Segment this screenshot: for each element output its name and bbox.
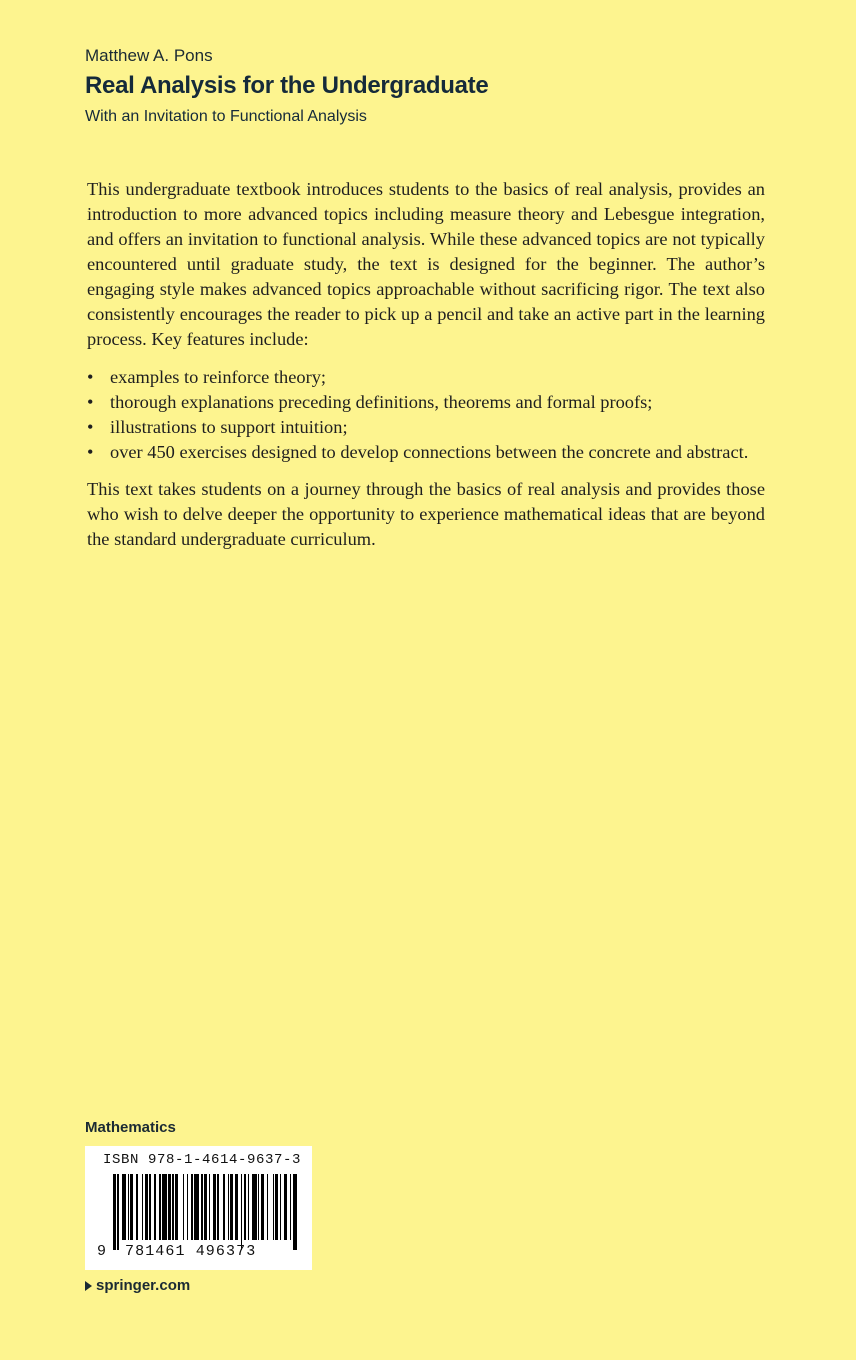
barcode-bar [168,1174,171,1240]
list-item: • examples to reinforce theory; [87,365,765,390]
barcode-bar [130,1174,133,1240]
barcode-bar [154,1174,157,1240]
barcode-bar [213,1174,216,1240]
barcode-bar [241,1174,242,1250]
barcode-bar [128,1174,129,1240]
barcode-bar [194,1174,198,1240]
barcode-bar [201,1174,202,1240]
barcode-first-digit: 9 [97,1243,107,1260]
barcode-bar [223,1174,224,1240]
barcode-bar [267,1174,268,1240]
list-item: • over 450 exercises designed to develop connections between the concrete and abstract. [87,440,765,465]
author-name: Matthew A. Pons [85,46,213,65]
barcode-bar [117,1174,118,1250]
barcode-bar [136,1174,137,1240]
barcode-bar [261,1174,264,1240]
barcode-bar [145,1174,148,1240]
barcode-bar [273,1174,274,1240]
barcode-bar [235,1174,238,1240]
features-list [87,365,765,465]
barcode-bar [191,1174,192,1240]
barcode-bar [142,1174,143,1240]
barcode-bar [175,1174,178,1240]
barcode-digits: 781461 496373 [125,1243,257,1260]
description [87,177,765,552]
barcode-box [85,1146,312,1270]
publisher-link[interactable] [85,1277,190,1294]
barcode-bar [159,1174,160,1240]
isbn-label: ISBN 978-1-4614-9637-3 [103,1152,302,1168]
bullet-icon: • [87,392,94,412]
list-item: • thorough explanations preceding definitions, theorems and formal proofs; [87,390,765,415]
barcode-bar [248,1174,249,1240]
barcode-bar [230,1174,233,1240]
description-intro: This undergraduate textbook introduces students to the basics of real analysis, provides an introduction to more advanced topics including measure theory and Lebesgue integration, and offers an invitation to functional analysis. While these advanced topics are not typically encountered until graduate study, the text is designed for the beginner. The author’s engaging style makes advanced topics approachable without sacrificing rigor. The text also consistently encourages the reader to pick up a pencil and take an active part in the learning process. Key features include: [87,179,765,349]
barcode-bar [149,1174,150,1240]
barcode-bar [284,1174,287,1240]
book-title: Real Analysis for the Undergraduate [85,72,489,99]
barcode-bar [204,1174,207,1240]
barcode-icon [113,1174,297,1250]
barcode-bar [113,1174,116,1250]
description-closing: This text takes students on a journey through the basics of real analysis and provides those who wish to delve deeper the opportunity to experience mathematical ideas that are beyond the standard undergraduate curriculum. [87,479,765,549]
barcode-bar [293,1174,297,1250]
bullet-icon: • [87,417,94,437]
subject-category: Mathematics [85,1119,176,1136]
barcode-bar [244,1174,247,1240]
barcode-bar [209,1174,210,1240]
barcode-bar [228,1174,229,1240]
barcode-bar [217,1174,218,1240]
publisher-website: springer.com [96,1277,191,1294]
barcode-bar [252,1174,256,1240]
list-item: • illustrations to support intuition; [87,415,765,440]
barcode-bar [290,1174,291,1240]
bullet-icon: • [87,367,94,387]
arrow-right-icon [85,1281,92,1291]
barcode-bar [258,1174,259,1240]
barcode-bar [122,1174,126,1240]
book-subtitle: With an Invitation to Functional Analysis [85,108,367,125]
barcode-bar [187,1174,188,1240]
barcode-bar [183,1174,184,1240]
barcode-bar [280,1174,281,1240]
barcode-bar [275,1174,278,1240]
bullet-icon: • [87,442,94,462]
barcode-bar [172,1174,173,1240]
barcode-bar [162,1174,166,1240]
